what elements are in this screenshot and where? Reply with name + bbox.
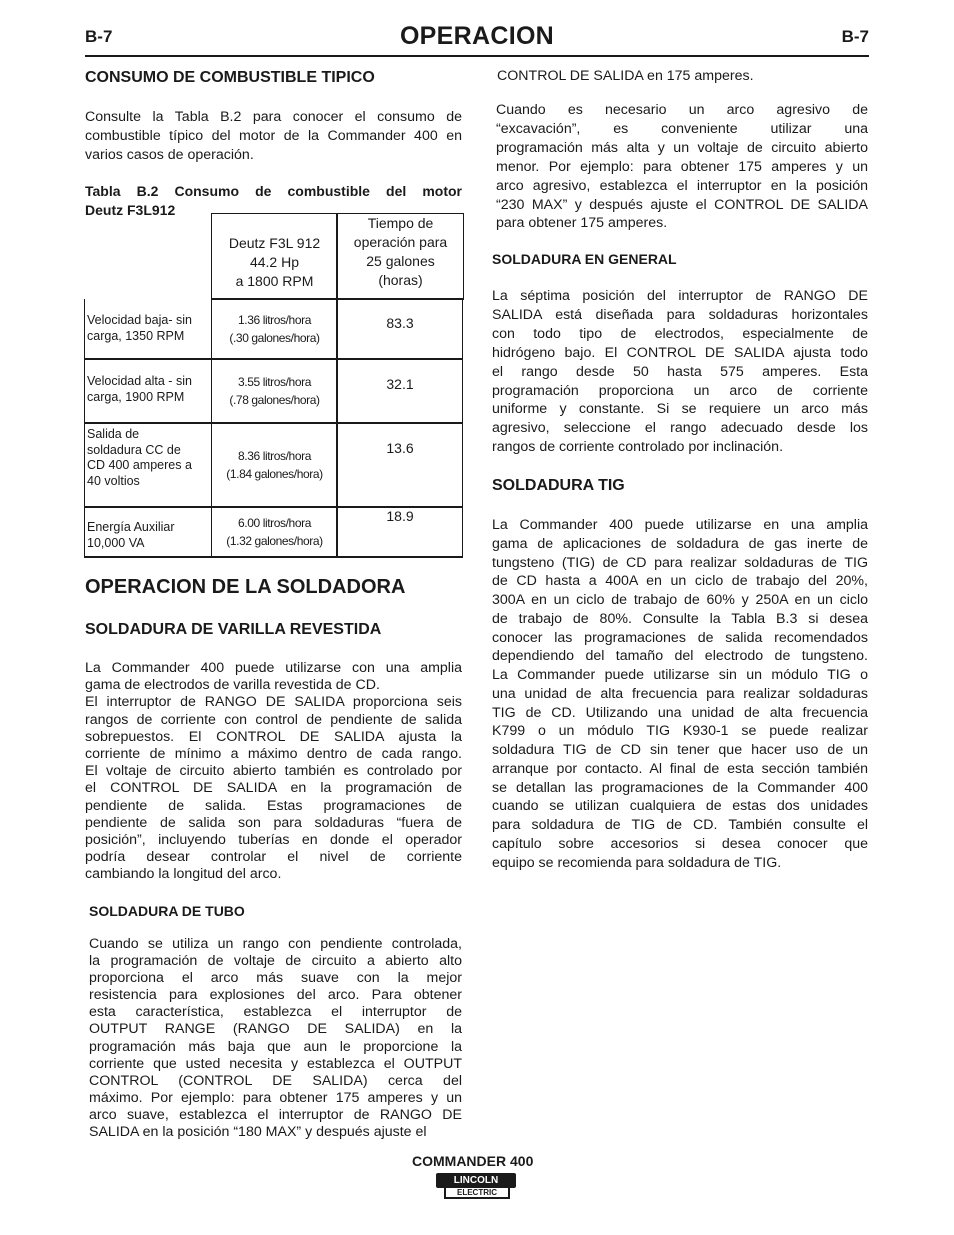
tubo-line: programación más baja que aun le proporcione la [89, 1038, 462, 1055]
continuation-text: CONTROL DE SALIDA en 175 amperes. [497, 68, 754, 84]
tubo-paragraph [89, 936, 462, 1141]
agresivo-line: programación más alta y un voltaje de circuito abierto [496, 139, 868, 156]
tig-line: soldadura TIG de CD sin tener que hacer uso de un [492, 742, 868, 758]
agresivo-line: “excavación”, es conveniente utilizar una [496, 120, 868, 137]
tubo-line: esta característica, establezca el interruptor de [89, 1004, 462, 1021]
tig-line: una unidad de alta frecuencia para realizar soldaduras [492, 685, 868, 702]
general-line: SALIDA está diseñada para soldaduras horizontales [492, 306, 868, 323]
tubo-line: SALIDA en la posición “180 MAX” y después ajuste el [89, 1124, 427, 1141]
header-rule [85, 55, 869, 57]
row-condition: Velocidad alta - sin carga, 1900 RPM [87, 374, 192, 404]
tubo-line: CONTROL (CONTROL DE SALIDA) cerca del [89, 1072, 462, 1089]
table-row [85, 299, 462, 358]
tubo-line: la programación de voltaje de circuito a abierto alto [89, 953, 462, 970]
tig-line: equipo se recomienda para soldadura de TIG. [492, 854, 782, 871]
row-hours: 13.6 [336, 424, 462, 506]
footer-model: COMMANDER 400 [412, 1153, 534, 1169]
varilla-line: rangos de corriente con control de pendiente de salida [85, 711, 462, 728]
tubo-line: máximo. Por ejemplo: para obtener 175 amperes y un [89, 1089, 462, 1106]
table-row [85, 358, 462, 422]
consumo-paragraph [85, 108, 462, 165]
general-line: uniforme y constante. Si se requiere un arco más [492, 401, 868, 418]
general-line: rangos de corriente controlado por inclinación. [492, 439, 784, 456]
varilla-line: El interruptor de RANGO DE SALIDA proporciona seis [85, 694, 462, 711]
tig-line: La Commander 400 puede utilizarse en una amplia [492, 517, 868, 533]
header-time-line: Tiempo de [367, 215, 434, 231]
row-consumption: 1.36 litros/hora (.30 galones/hora) [211, 299, 337, 358]
row-hours: 32.1 [336, 360, 462, 422]
header-engine-line: 44.2 Hp [249, 254, 300, 270]
general-line: con todo tipo de electrodos, especialmente de [492, 325, 868, 342]
agresivo-line: “230 MAX” y después ajuste el CONTROL DE SALIDA [496, 196, 868, 213]
tig-line: K799 o un módulo TIG K930-1 se puede realizar [492, 723, 868, 740]
general-line: La séptima posición del interruptor de RANGO DE [492, 288, 868, 304]
table-caption-line-1: Tabla B.2 Consumo de combustible del motor [85, 183, 462, 199]
general-line: el rango desde 50 hasta 575 amperes. Esta [492, 363, 868, 380]
tig-line: capítulo sobre accesorios si desea conocer que [492, 835, 868, 852]
page-number-right: B-7 [841, 27, 869, 46]
varilla-line: sobrepuestos. El CONTROL DE SALIDA ajusta la [85, 728, 462, 745]
row-condition: Salida de soldadura CC de CD 400 amperes a 40 voltios [87, 427, 192, 488]
varilla-line: cambiando la longitud del arco. [85, 866, 282, 883]
page-title: OPERACION [399, 22, 555, 50]
row-condition: Velocidad baja- sin carga, 1350 RPM [87, 313, 192, 343]
tig-paragraph [492, 516, 868, 872]
varilla-heading: SOLDADURA DE VARILLA REVESTIDA [85, 621, 382, 638]
varilla-line: gama de electrodos de varilla revestida de CD. [85, 677, 380, 694]
header-engine-line: a 1800 RPM [235, 273, 314, 289]
general-line: hidrógeno bajo. El CONTROL DE SALIDA ajusta todo [492, 344, 868, 361]
tig-line: arranque por contacto. Al final de esta sección también [492, 760, 868, 777]
tig-line: se detallan las programaciones de la Commander 400 [492, 779, 868, 796]
section-heading-operacion-soldadora: OPERACION DE LA SOLDADORA [85, 576, 406, 598]
varilla-line: El voltaje de circuito abierto también es controlado por [85, 763, 462, 780]
tig-line: tungsteno (TIG) de CD para realizar soldaduras de TIG [492, 554, 868, 571]
tig-line: dependiendo del tamaño del electrodo de tungsteno. [492, 648, 868, 665]
agresivo-line: Cuando es necesario un arco agresivo de [496, 102, 868, 118]
tubo-line: proporciona el arco más suave con la mejor [89, 970, 462, 987]
consumo-line: Consulte la Tabla B.2 para conocer el consumo de [85, 109, 462, 125]
tubo-line: corriente que usted necesita y establezca el OUTPUT [89, 1055, 462, 1072]
table-header-time [336, 213, 464, 300]
table-row [85, 422, 462, 506]
header-time-line: (horas) [378, 272, 423, 288]
varilla-line: el CONTROL DE SALIDA en la programación de [85, 780, 462, 797]
row-hours: 18.9 [336, 508, 462, 556]
tig-line: cuando se utilizan cualquiera de estas dos unidades [492, 798, 868, 815]
consumo-line: varios casos de operación. [85, 146, 254, 163]
row-hours: 83.3 [336, 299, 462, 358]
tig-heading: SOLDADURA TIG [492, 477, 625, 494]
general-line: programación proporciona un arco de corriente [492, 382, 868, 399]
row-consumption: 8.36 litros/hora (1.84 galones/hora) [211, 424, 337, 506]
varilla-line: posición”, incluyendo tuberías en donde el operador [85, 832, 462, 849]
header-time-line: operación para [353, 234, 448, 250]
consumo-heading: CONSUMO DE COMBUSTIBLE TIPICO [85, 69, 375, 86]
varilla-line: podría desear controlar el nivel de corriente [85, 849, 462, 866]
tig-line: de CD hasta a 400A en un ciclo de trabajo del 20%, [492, 573, 868, 590]
tig-line: TIG de CD. Utilizando una unidad de alta frecuencia [492, 704, 868, 721]
varilla-line: corriente de mínimo a máximo dentro de cada rango. [85, 746, 462, 763]
tubo-line: Cuando se utiliza un rango con pendiente controlada, [89, 936, 462, 952]
agresivo-line: menor. Por ejemplo: para obtener 175 amperes y un [496, 158, 868, 175]
tig-line: gama de aplicaciones de soldadura de gas inerte de [492, 535, 868, 552]
row-consumption: 6.00 litros/hora (1.32 galones/hora) [211, 508, 337, 556]
varilla-line: pendiente de salida son para soldaduras “fuera de [85, 814, 462, 831]
agresivo-paragraph [496, 101, 868, 233]
agresivo-line: arco agresivo, establezca el interruptor en la posición [496, 177, 868, 194]
tig-line: para soldadura de TIG de CD. También consulte el [492, 817, 868, 833]
varilla-line: La Commander 400 puede utilizarse con una amplia [85, 660, 462, 676]
tig-line: de trabajo de 80%. Consulte la Tabla B.3 si desea [492, 610, 868, 627]
general-line: agresivo, seleccione el rango adecuado desde los [492, 420, 868, 437]
agresivo-line: para obtener 175 amperes. [496, 215, 668, 232]
varilla-line: pendiente de salida. Estas programaciones de [85, 797, 462, 814]
fuel-consumption-table [84, 213, 463, 558]
varilla-paragraph [85, 660, 462, 884]
table-body [84, 299, 463, 558]
row-consumption: 3.55 litros/hora (.78 galones/hora) [211, 360, 337, 422]
tubo-line: OUTPUT RANGE (RANGO DE SALIDA) en la [89, 1021, 462, 1038]
row-condition: Energía Auxiliar 10,000 VA [87, 520, 175, 550]
lincoln-electric-logo: LINCOLN ELECTRIC [436, 1173, 516, 1199]
general-paragraph [492, 287, 868, 457]
tig-line: 300A en un ciclo de trabajo de 60% y 250A en un ciclo [492, 592, 868, 608]
header-time-line: 25 galones [366, 253, 435, 269]
header-engine-line: Deutz F3L 912 [228, 235, 321, 251]
table-row [85, 506, 462, 556]
consumo-line: combustible típico del motor de la Commander 400 en [85, 127, 462, 144]
tubo-heading: SOLDADURA DE TUBO [89, 903, 245, 919]
tig-line: La Commander puede utilizarse sin un módulo TIG o [492, 667, 868, 683]
general-heading: SOLDADURA EN GENERAL [492, 251, 677, 267]
table-caption-line-2: Deutz F3L912 [85, 202, 176, 218]
tubo-line: resistencia para explosiones del arco. Para obtener [89, 987, 462, 1004]
page-number-left: B-7 [85, 27, 113, 46]
table-header-engine [211, 213, 338, 300]
tig-line: conocer las programaciones de salida recomendados [492, 629, 868, 646]
tubo-line: arco suave, establezca el interruptor de RANGO DE [89, 1106, 462, 1123]
